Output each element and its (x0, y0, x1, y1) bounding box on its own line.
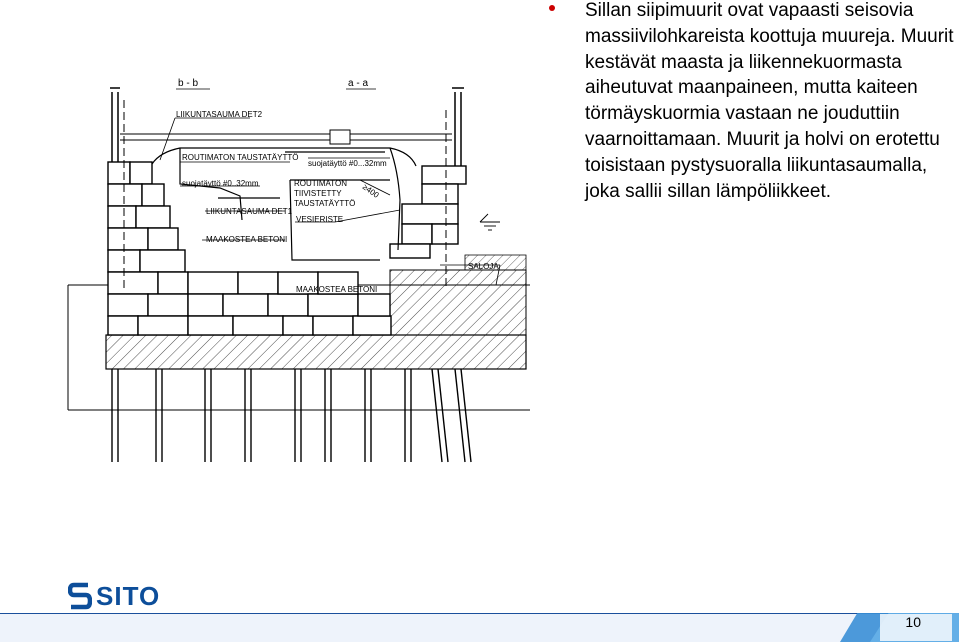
section-b-label: b - b (178, 78, 199, 89)
bullet-dot-icon (548, 4, 556, 12)
label-suojataytto-top: suojatäyttö #0...32mm (308, 159, 387, 168)
label-routimaton-2: TIIVISTETTY (294, 189, 342, 198)
page-number: 10 (905, 614, 921, 630)
label-suojataytto-left: suojatäyttö #0..32mm (182, 179, 259, 188)
sito-logo-mark-icon (68, 582, 92, 610)
bullet-text: Sillan siipimuurit ovat vapaasti seisovia massiivilohkareista koottuja muureja. Muurit kestävät maasta ja liikennekuormasta aiheutuvat maanpaineen, mutta kaiteen törmäyskuormia vastaan ne jouduttiin vaarnoittamaan. Muurit ja holvi on erotettu toisistaan pystysuoralla liikuntasaumalla, joka sallii sillan lämpöliikkeet. (585, 0, 954, 202)
footer-bar (0, 613, 959, 642)
label-routimaton-1: ROUTIMATON (294, 179, 348, 188)
sito-logo-text: SITO (96, 581, 161, 611)
bridge-wing-wall-drawing (60, 70, 530, 465)
label-dim-400: ≥400 (360, 182, 381, 200)
label-vesieriste: VESIERISTE (296, 215, 344, 224)
label-saloja: SALOJA (468, 262, 499, 271)
label-routimaton-3: TAUSTATÄYTTÖ (294, 199, 356, 208)
label-maakostea-betoni-bottom: MAAKOSTEA BETONI (296, 285, 378, 294)
label-liikuntasauma-det2: LIIKUNTASAUMA DET2 (176, 110, 263, 119)
label-routimaton-taustataytto: ROUTIMATON TAUSTATÄYTTÖ (182, 153, 299, 162)
label-maakostea-betoni-left: MAAKOSTEA BETONI (206, 235, 288, 244)
sito-logo (68, 580, 178, 614)
label-liikuntasauma-det1: LIIKUNTASAUMA DET1 (206, 207, 293, 216)
section-a-label: a - a (348, 78, 369, 89)
